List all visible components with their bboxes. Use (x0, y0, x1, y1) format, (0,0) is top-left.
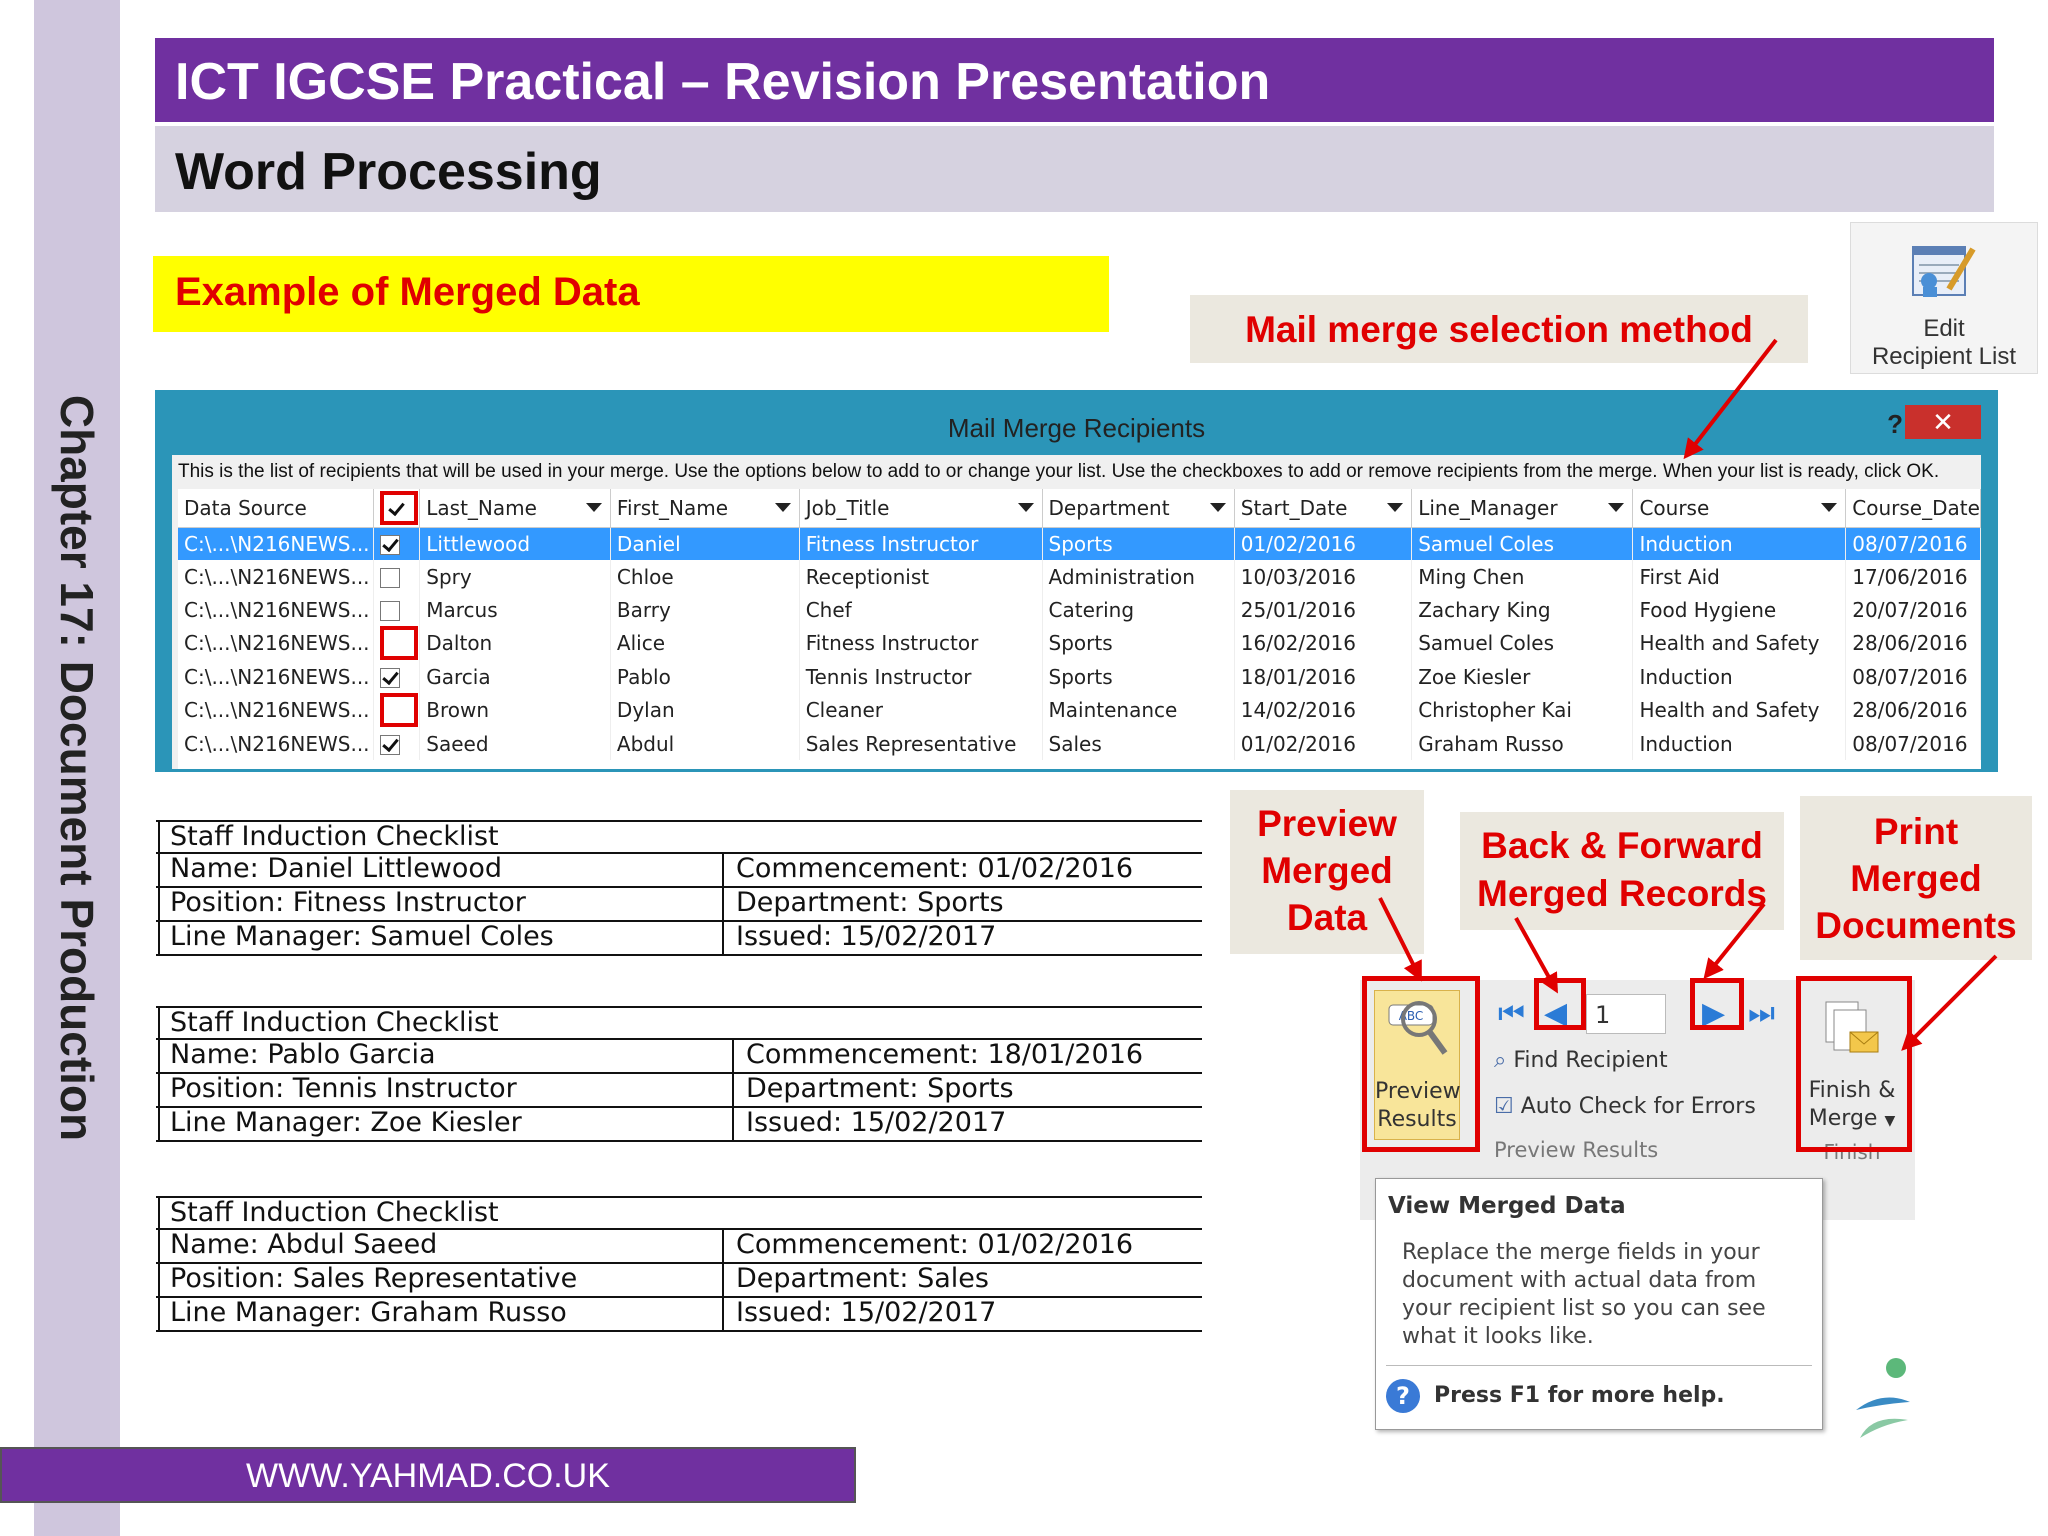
edit-recipient-label-1: Edit (1923, 315, 1965, 342)
forward-arrow (1706, 904, 1764, 976)
cell-job-title: Receptionist (799, 560, 1042, 593)
auto-check-icon: ☑ (1494, 1094, 1521, 1119)
cell-first-name: Dylan (610, 693, 799, 727)
checklist-heading: Staff Induction Checklist (170, 1197, 499, 1228)
cell-last-name: Spry (420, 560, 611, 593)
tooltip-body: Replace the merge fields in your document with actual data from your recipient list so you can see what it looks like. (1402, 1240, 1766, 1349)
cell-job-title: Chef (799, 593, 1042, 626)
cell-first-name: Pablo (610, 660, 799, 693)
back-forward-callout-line2: Merged Records (1477, 873, 1767, 914)
selection-arrow (1686, 340, 1776, 456)
footer-bar (0, 1447, 856, 1503)
cell-start-date: 16/02/2016 (1234, 626, 1411, 660)
cell-last-name: Marcus (420, 593, 611, 626)
selection-method-label: Mail merge selection method (1245, 309, 1753, 350)
cell-start-date: 14/02/2016 (1234, 693, 1411, 727)
cell-first-name: Daniel (610, 527, 799, 560)
checklist-manager: Line Manager: Graham Russo (170, 1297, 567, 1328)
cell-line-manager: Zachary King (1412, 593, 1633, 626)
cell-start-date: 01/02/2016 (1234, 727, 1411, 760)
cell-data-source: C:\...\N216NEWS... (178, 527, 374, 560)
cell-course-date: 17/06/2016 (1846, 560, 1981, 593)
footer-url[interactable]: WWW.YAHMAD.CO.UK (246, 1457, 610, 1495)
cell-last-name: Littlewood (420, 527, 611, 560)
cell-data-source: C:\...\N216NEWS... (178, 593, 374, 626)
cell-line-manager: Christopher Kai (1412, 693, 1633, 727)
dialog-instructions: This is the list of recipients that will be used in your merge. Use the options below to add to or change your list. Use the checkboxes to add or remove recipients from the merge. When your list is ready, click OK. (178, 461, 1940, 482)
tooltip-divider (1386, 1365, 1812, 1366)
cell-course: Health and Safety (1633, 693, 1846, 727)
find-recipient-label: Find Recipient (1513, 1048, 1668, 1073)
cell-start-date: 25/01/2016 (1234, 593, 1411, 626)
cell-job-title: Fitness Instructor (799, 527, 1042, 560)
column-header-label: Course (1639, 495, 1710, 520)
checklist-heading: Staff Induction Checklist (170, 1007, 499, 1038)
cell-course-date: 28/06/2016 (1846, 693, 1981, 727)
cell-course-date: 08/07/2016 (1846, 727, 1981, 760)
checklist-position: Position: Sales Representative (170, 1263, 578, 1294)
cell-data-source: C:\...\N216NEWS... (178, 626, 374, 660)
cell-line-manager: Ming Chen (1412, 560, 1633, 593)
cell-start-date: 18/01/2016 (1234, 660, 1411, 693)
edit-recipient-label-2: Recipient List (1871, 343, 2017, 370)
preview-callout-line1: Preview (1257, 803, 1397, 844)
column-header-label: Start_Date (1240, 495, 1348, 520)
tooltip-help: Press F1 for more help. (1434, 1383, 1725, 1408)
cell-course: Food Hygiene (1633, 593, 1846, 626)
cell-line-manager: Zoe Kiesler (1412, 660, 1633, 693)
column-header-label: Last_Name (426, 495, 537, 520)
dialog-title: Mail Merge Recipients (947, 413, 1206, 443)
cell-line-manager: Samuel Coles (1412, 527, 1633, 560)
cell-department: Sales (1042, 727, 1234, 760)
checklist-manager: Line Manager: Samuel Coles (170, 921, 554, 952)
checklist-commence: Commencement: 18/01/2016 (746, 1039, 1144, 1070)
cell-department: Sports (1042, 626, 1234, 660)
cell-line-manager: Samuel Coles (1412, 626, 1633, 660)
checklist-position: Position: Fitness Instructor (170, 887, 526, 918)
column-header-label: Department (1048, 495, 1170, 520)
checklist-heading: Staff Induction Checklist (170, 821, 499, 852)
cell-last-name: Dalton (420, 626, 611, 660)
column-header-course-date[interactable]: Course_Date (1846, 489, 1981, 527)
example-label: Example of Merged Data (175, 270, 640, 314)
checklist-position: Position: Tennis Instructor (170, 1073, 517, 1104)
preview-callout-line3: Data (1286, 897, 1368, 938)
cell-course-date: 08/07/2016 (1846, 660, 1981, 693)
cell-job-title: Tennis Instructor (799, 660, 1042, 693)
cell-course: Health and Safety (1633, 626, 1846, 660)
back-arrow (1516, 918, 1556, 990)
checklist-issued: Issued: 15/02/2017 (736, 921, 997, 952)
cell-start-date: 01/02/2016 (1234, 527, 1411, 560)
first-record-icon[interactable]: ⏮ (1498, 996, 1525, 1031)
cell-job-title: Fitness Instructor (799, 626, 1042, 660)
cell-first-name: Barry (610, 593, 799, 626)
cell-data-source: C:\...\N216NEWS... (178, 693, 374, 727)
cell-line-manager: Graham Russo (1412, 727, 1633, 760)
cell-data-source: C:\...\N216NEWS... (178, 560, 374, 593)
finish-merge-label-1: Finish & (1808, 1078, 1896, 1103)
finish-group-label: Finish (1823, 1140, 1881, 1164)
chevron-down-icon: ▼ (1884, 1113, 1896, 1129)
previous-record-icon[interactable]: ◀ (1544, 996, 1568, 1031)
cell-last-name: Saeed (420, 727, 611, 760)
cell-data-source: C:\...\N216NEWS... (178, 660, 374, 693)
preview-results-label-1: Preview (1375, 1079, 1461, 1104)
cell-department: Maintenance (1042, 693, 1234, 727)
cell-job-title: Sales Representative (799, 727, 1042, 760)
next-record-icon[interactable]: ▶ (1702, 996, 1726, 1031)
view-merged-data-tooltip (1375, 1178, 1823, 1430)
cell-course: First Aid (1633, 560, 1846, 593)
cell-job-title: Cleaner (799, 693, 1042, 727)
column-header-label: Line_Manager (1418, 495, 1558, 520)
print-callout-line3: Documents (1815, 905, 2017, 946)
print-callout-line1: Print (1873, 811, 1959, 852)
cell-course: Induction (1633, 727, 1846, 760)
cell-start-date: 10/03/2016 (1234, 560, 1411, 593)
checklist-name: Name: Abdul Saeed (170, 1229, 438, 1260)
back-forward-callout-line1: Back & Forward (1481, 825, 1763, 866)
cell-last-name: Garcia (420, 660, 611, 693)
checklist-name: Name: Daniel Littlewood (170, 853, 503, 884)
preview-arrow (1380, 898, 1420, 978)
help-icon[interactable]: ? (1887, 409, 1903, 439)
record-number-input[interactable]: 1 (1586, 994, 1666, 1034)
checklist-department: Department: Sports (736, 887, 1004, 918)
checklist-name: Name: Pablo Garcia (170, 1039, 436, 1070)
auto-check-label: Auto Check for Errors (1520, 1094, 1756, 1119)
cell-first-name: Alice (610, 626, 799, 660)
checklist-commence: Commencement: 01/02/2016 (736, 853, 1134, 884)
cell-department: Catering (1042, 593, 1234, 626)
cell-course: Induction (1633, 660, 1846, 693)
checklist-issued: Issued: 15/02/2017 (746, 1107, 1007, 1138)
column-header-data-source[interactable]: Data Source (178, 489, 374, 527)
cell-department: Administration (1042, 560, 1234, 593)
preview-group-label: Preview Results (1494, 1138, 1659, 1162)
help-icon: ? (1386, 1379, 1420, 1413)
column-header-label: First_Name (616, 495, 729, 520)
cell-department: Sports (1042, 660, 1234, 693)
finish-merge-label-text: Merge (1808, 1106, 1878, 1131)
tooltip-title: View Merged Data (1388, 1193, 1626, 1219)
checklist-commence: Commencement: 01/02/2016 (736, 1229, 1134, 1260)
checklist-issued: Issued: 15/02/2017 (736, 1297, 997, 1328)
preview-results-label-2: Results (1377, 1107, 1457, 1132)
cell-course: Induction (1633, 527, 1846, 560)
column-header-label: Job_Title (805, 495, 890, 520)
print-arrow (1904, 956, 1996, 1048)
page-subtitle: Word Processing (175, 143, 602, 201)
preview-callout-line2: Merged (1261, 850, 1393, 891)
cell-first-name: Chloe (610, 560, 799, 593)
cell-first-name: Abdul (610, 727, 799, 760)
print-callout-line2: Merged (1850, 858, 1982, 899)
close-button[interactable]: ✕ (1905, 405, 1981, 439)
svg-text:ABC: ABC (1398, 1009, 1424, 1023)
cell-last-name: Brown (420, 693, 611, 727)
checklist-department: Department: Sports (746, 1073, 1014, 1104)
cell-department: Sports (1042, 527, 1234, 560)
checklist-department: Department: Sales (736, 1263, 989, 1294)
find-recipient-icon: ⌕ (1494, 1048, 1514, 1073)
logo-fragment (1852, 1354, 1912, 1444)
checklist-manager: Line Manager: Zoe Kiesler (170, 1107, 522, 1138)
last-record-icon[interactable]: ⏭ (1748, 996, 1775, 1031)
cell-data-source: C:\...\N216NEWS... (178, 727, 374, 760)
cell-course-date: 20/07/2016 (1846, 593, 1981, 626)
chapter-label-text: Chapter 17: Document Production (51, 394, 103, 1142)
cell-course-date: 28/06/2016 (1846, 626, 1981, 660)
page-title: ICT IGCSE Practical – Revision Presentation (175, 53, 1271, 111)
cell-course-date: 08/07/2016 (1846, 527, 1981, 560)
